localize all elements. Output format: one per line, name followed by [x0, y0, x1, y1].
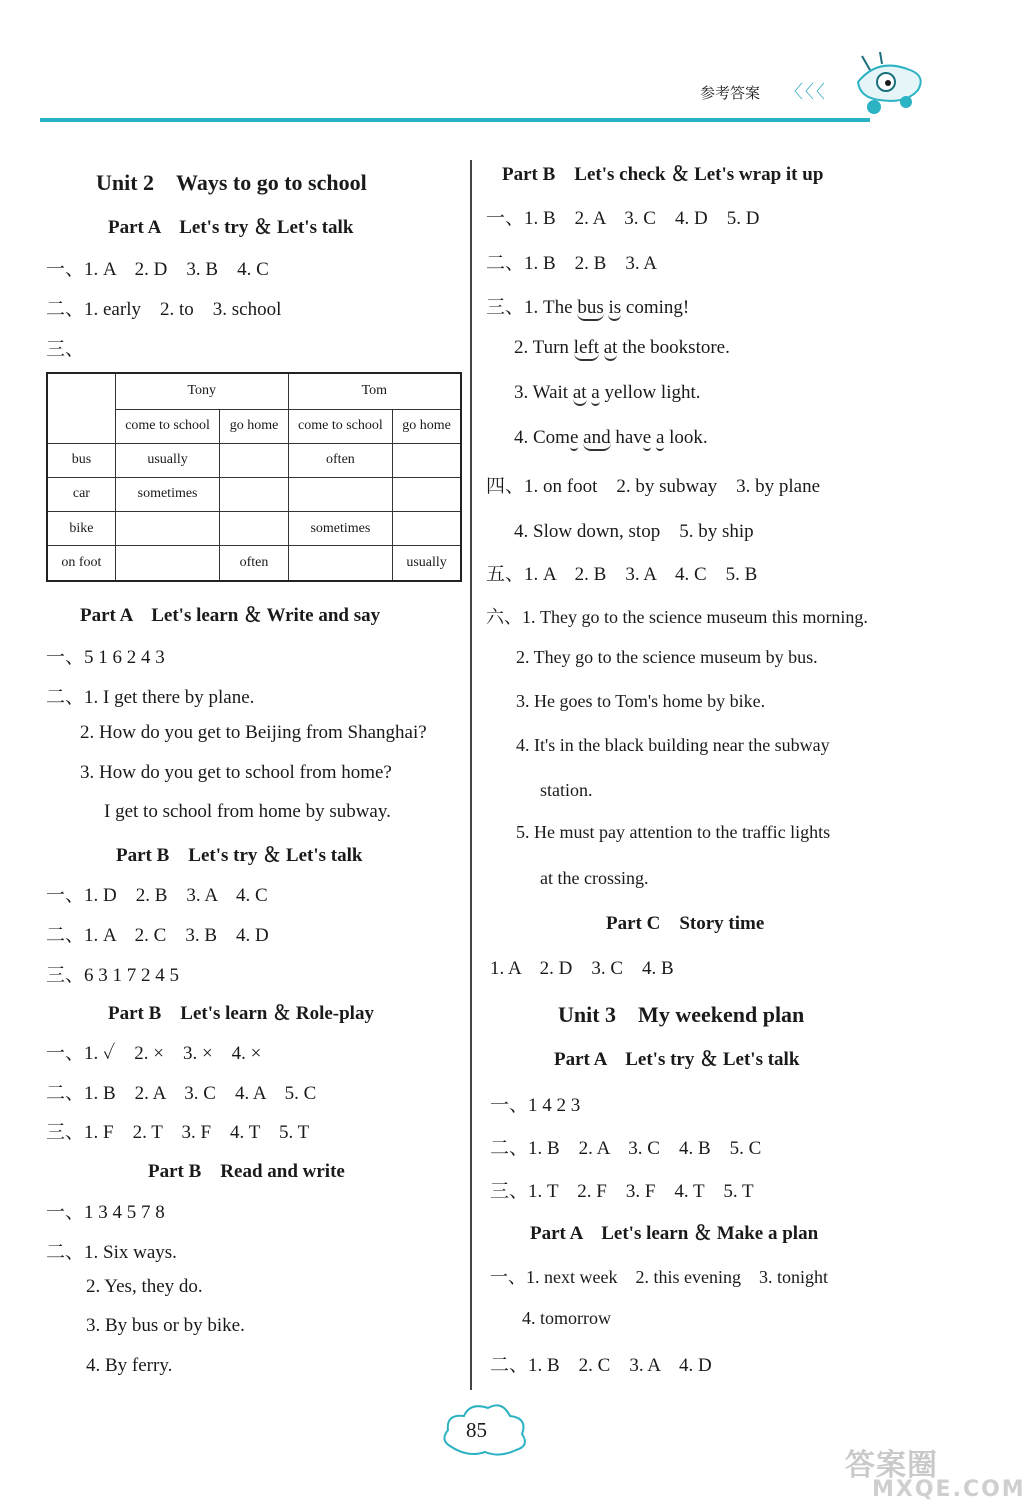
section-title: Part A Let's learn ＆ Write and say	[80, 605, 381, 626]
table-cell	[115, 511, 220, 545]
mascot-icon	[848, 52, 928, 117]
answer-line: 一、1. D 2. B 3. A 4. C	[46, 885, 268, 906]
section-title: Part A Let's learn ＆ Make a plan	[530, 1223, 819, 1244]
answer-line: 六、1. They go to the science museum this morning.	[486, 607, 868, 627]
watermark-logo: 答案圈	[845, 1448, 938, 1483]
transport-table	[46, 372, 462, 582]
section-title: Part A Let's try ＆ Let's talk	[554, 1049, 800, 1070]
table-cell	[220, 443, 288, 477]
table-row	[47, 546, 461, 581]
table-cell: bus	[47, 443, 115, 477]
answer-line: 二、1. Six ways.	[46, 1242, 177, 1263]
answer-line: 三、6 3 1 7 2 4 5	[46, 965, 180, 986]
answer-line: 二、1. early 2. to 3. school	[46, 299, 282, 320]
table-row	[47, 511, 461, 545]
table-header-tony: Tony	[115, 373, 288, 409]
answer-line: 一、1. B 2. A 3. C 4. D 5. D	[486, 208, 760, 229]
answer-line: 三、	[46, 339, 85, 360]
section-title: Part B Let's try ＆ Let's talk	[116, 845, 363, 866]
header-label: 参考答案	[700, 84, 761, 102]
table-cell: sometimes	[288, 511, 393, 545]
answer-line: 一、5 1 6 2 4 3	[46, 647, 165, 668]
answer-line: 2. Turn left at the bookstore.	[514, 337, 730, 359]
table-subheader: come to school	[115, 409, 220, 443]
answer-line: 三、1. The bus is coming!	[486, 292, 689, 319]
section-title: Part B Let's learn ＆ Role-play	[108, 1003, 374, 1024]
answer-line: 2. How do you get to Beijing from Shanghai?	[80, 722, 427, 743]
table-subheader: go home	[393, 409, 461, 443]
answer-line: 4. tomorrow	[522, 1308, 611, 1328]
answer-line: I get to school from home by subway.	[104, 801, 391, 822]
table-cell: often	[220, 546, 288, 581]
header-rule	[40, 118, 870, 122]
answer-line: at the crossing.	[540, 868, 649, 888]
table-corner-cell	[47, 373, 115, 443]
answer-line: 一、1. A 2. D 3. B 4. C	[46, 259, 269, 280]
table-cell: sometimes	[115, 477, 220, 511]
answer-line: 二、1. A 2. C 3. B 4. D	[46, 925, 269, 946]
answer-line: 三、1. F 2. T 3. F 4. T 5. T	[46, 1122, 310, 1143]
table-header-tom: Tom	[288, 373, 461, 409]
answer-line: station.	[540, 780, 593, 800]
table-cell	[288, 546, 393, 581]
section-title: Part A Let's try ＆ Let's talk	[108, 217, 354, 238]
table-cell	[220, 511, 288, 545]
answer-line: 五、1. A 2. B 3. A 4. C 5. B	[486, 564, 758, 585]
answer-line: 三、1. T 2. F 3. F 4. T 5. T	[490, 1181, 754, 1202]
table-row	[47, 443, 461, 477]
answer-line: 4. Slow down, stop 5. by ship	[514, 521, 754, 542]
answer-line: 一、1. next week 2. this evening 3. tonight	[490, 1267, 828, 1287]
answer-line: 1. A 2. D 3. C 4. B	[490, 958, 674, 979]
table-cell	[393, 511, 461, 545]
unit-title: Unit 2 Ways to go to school	[96, 170, 367, 195]
section-title: Part B Let's check ＆ Let's wrap it up	[502, 164, 824, 185]
table-cell	[393, 443, 461, 477]
answer-line: 二、1. B 2. A 3. C 4. B 5. C	[490, 1138, 762, 1159]
page-number: 85	[466, 1418, 487, 1442]
table-cell: usually	[393, 546, 461, 581]
table-subheader: come to school	[288, 409, 393, 443]
chevron-left-icon: 〈〈〈	[785, 82, 827, 103]
answer-line: 3. How do you get to school from home?	[80, 762, 392, 783]
section-title: Part C Story time	[606, 913, 765, 934]
answer-line: 二、1. B 2. C 3. A 4. D	[490, 1355, 712, 1376]
table-row	[47, 477, 461, 511]
table-cell	[393, 477, 461, 511]
answer-line: 3. By bus or by bike.	[86, 1315, 245, 1336]
answer-line: 二、1. B 2. A 3. C 4. A 5. C	[46, 1083, 317, 1104]
unit-title: Unit 3 My weekend plan	[558, 1002, 805, 1027]
section-title: Part B Read and write	[148, 1161, 345, 1182]
answer-line: 5. He must pay attention to the traffic lights	[516, 822, 831, 842]
watermark-url: MXQE.COM	[872, 1477, 1026, 1502]
answer-line: 3. He goes to Tom's home by bike.	[516, 691, 766, 711]
table-cell	[220, 477, 288, 511]
answer-line: 4. By ferry.	[86, 1355, 173, 1376]
answer-line: 3. Wait at a yellow light.	[514, 382, 701, 404]
table-cell	[288, 477, 393, 511]
answer-line: 2. They go to the science museum by bus.	[516, 647, 818, 667]
answer-line: 二、1. I get there by plane.	[46, 687, 255, 708]
answer-line: 四、1. on foot 2. by subway 3. by plane	[486, 476, 821, 497]
table-cell: bike	[47, 511, 115, 545]
table-subheader: go home	[220, 409, 288, 443]
answer-line: 一、1 3 4 5 7 8	[46, 1202, 165, 1223]
table-cell: car	[47, 477, 115, 511]
answer-line: 4. It's in the black building near the subway	[516, 735, 830, 755]
table-cell	[115, 546, 220, 581]
table-cell: on foot	[47, 546, 115, 581]
answer-line: 4. Come and have a look.	[514, 427, 708, 449]
answer-line: 二、1. B 2. B 3. A	[486, 253, 658, 274]
table-cell: often	[288, 443, 393, 477]
column-divider	[470, 160, 472, 1390]
answer-line: 一、1. ✓ 2. × 3. × 4. ×	[46, 1043, 262, 1064]
answer-line: 2. Yes, they do.	[86, 1276, 203, 1297]
table-cell: usually	[115, 443, 220, 477]
answer-line: 一、1 4 2 3	[490, 1095, 581, 1116]
